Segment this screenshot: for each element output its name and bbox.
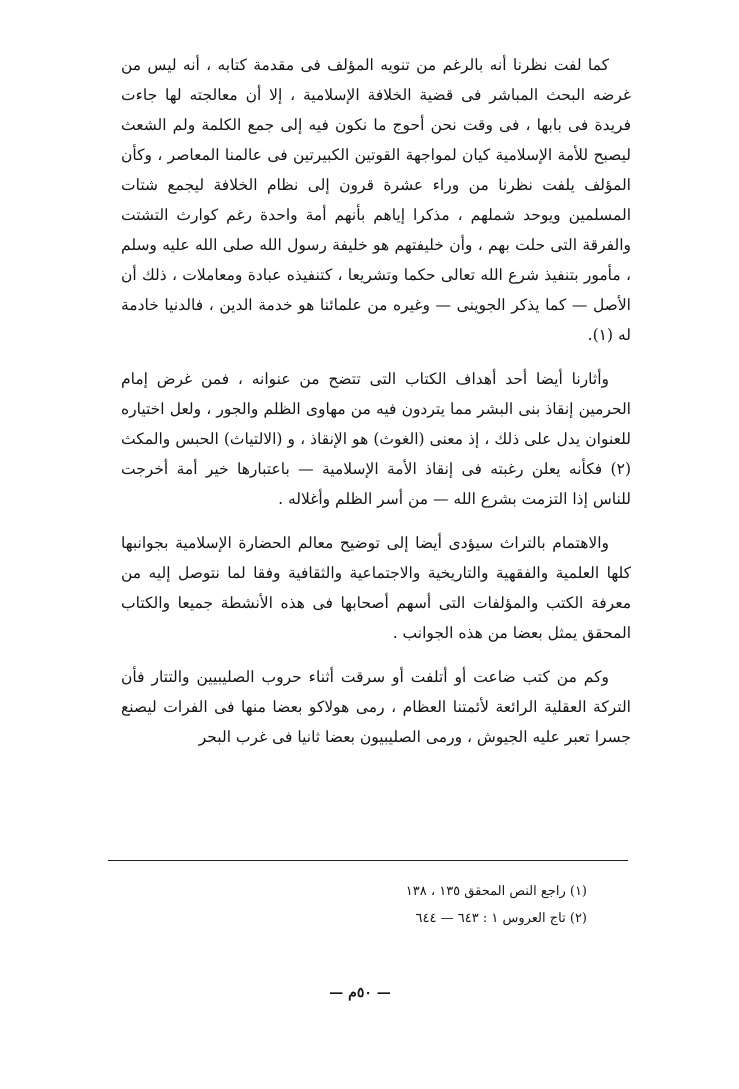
footnote-divider	[108, 860, 628, 861]
page-number: — ٥٠م —	[329, 985, 391, 1001]
paragraph-heritage: والاهتمام بالتراث سيؤدى أيضا إلى توضيح معالم الحضارة الإسلامية بجوانبها كلها العلمية والفقهية والتاريخية والاجتماعية والثقافية وفقا لما نتوصل إليه من معرفة الكتب والمؤلفات التى أسهم أصحابها فى هذه الأنشطة جميعا والكتاب المحقق يمثل بعضا من هذه الجوانب .	[121, 534, 631, 642]
footnote-2: (٢) تاج العروس ١ : ٦٤٣ — ٦٤٤	[415, 911, 587, 926]
footnote-1: (١) راجع النص المحقق ١٣٥ ، ١٣٨	[405, 884, 587, 899]
paragraph-lost-books: وكم من كتب ضاعت أو أتلفت أو سرقت أثناء حروب الصليبيين والتتار فأن التركة العقلية الرائعة لأئمتنا العظام ، رمى هولاكو بعضا منها فى الفرات ليصنع جسرا تعبر عليه الجيوش ، ورمى الصليبيون بعضا ثانيا فى غرب البحر	[121, 668, 631, 746]
paragraph-book-goal: وأثارنا أيضا أحد أهداف الكتاب التى تتضح من عنوانه ، فمن غرض إمام الحرمين إنقاذ بنى البشر مما يتردون فيه من مهاوى الظلم والجور ، ولعل اختياره للعنوان يدل على ذلك ، إذ معنى (الغوث) هو الإنقاذ ، و (الالتياث) الحبس والمكث (٢) فكأنه يعلن رغبته فى إنقاذ الأمة الإسلامية — باعتبارها خير أمة أخرجت للناس إذا التزمت بشرع الله — من أسر الظلم وأغلاله .	[121, 370, 631, 508]
paragraph-caliphate: كما لفت نظرنا أنه بالرغم من تنويه المؤلف فى مقدمة كتابه ، أنه ليس من غرضه البحث المباشر فى قضية الخلافة الإسلامية ، إلا أن معالجته لها جاءت فريدة فى بابها ، فى وقت نحن أحوج ما نكون فيه إلى جمع الكلمة ولم الشعث ليصبح للأمة الإسلامية كيان لمواجهة القوتين الكبيرتين فى عالمنا المعاصر ، وكأن المؤلف يلفت نظرنا من وراء عشرة قرون إلى نظام الخلافة ليجمع شتات المسلمين ويوحد شملهم ، مذكرا إياهم بأنهم أمة واحدة رغم كوارث التشتت والفرقة التى حلت بهم ، وأن خليفتهم هو خليفة رسول الله صلى الله عليه وسلم ، مأمور بتنفيذ شرع الله تعالى حكما وتشريعا ، كتنفيذه عبادة ومعاملات ، ذلك أن الأصل — كما يذكر الجوينى — وغيره من علمائنا هو خدمة الدين ، فالدنيا خادمة له (١).	[121, 56, 631, 344]
main-text	[121, 50, 631, 766]
footnotes	[127, 878, 587, 932]
